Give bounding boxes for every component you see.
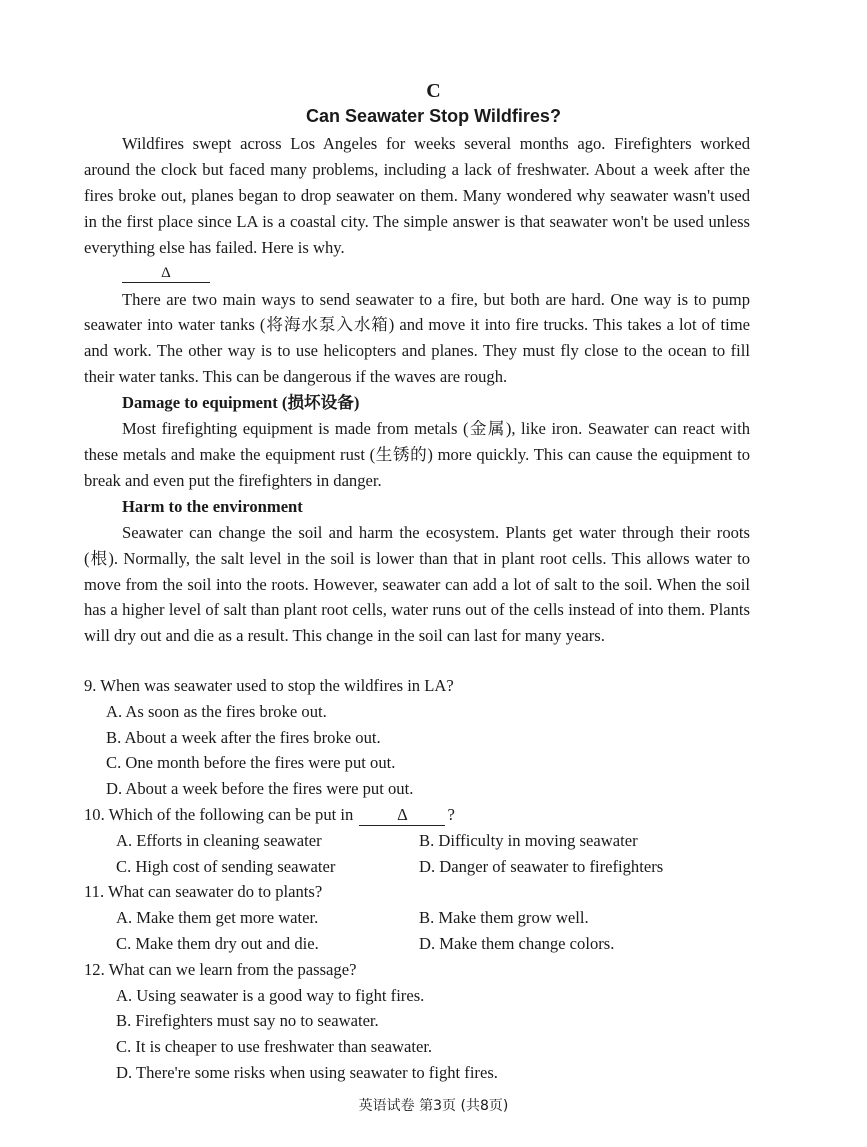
heading-blank-line [84, 261, 750, 287]
heading-equipment: Damage to equipment (损坏设备) [122, 393, 360, 413]
question-10-stem [84, 802, 764, 828]
questions-block [84, 673, 764, 1086]
passage-title: Can Seawater Stop Wildfires? [306, 106, 561, 126]
question-11-option-c: C. Make them dry out and die. [116, 933, 319, 953]
section-letter: C [426, 80, 441, 102]
question-12-option-c: C. It is cheaper to use freshwater than seawater. [116, 1037, 433, 1057]
question-9-option-d: D. About a week before the fires were put out. [106, 779, 414, 799]
paragraph-moving: There are two main ways to send seawater to a fire, but both are hard. One way is to pump seawater into water tanks (将海水泵入水箱) and move it into fire trucks. This takes a lot of time and work. The other way is to use helicopters and planes. They must fly close to the ocean to fill their water tanks. This can be dangerous if the waves are rough. [84, 289, 750, 387]
question-11-option-a: A. Make them get more water. [116, 908, 319, 928]
question-10-option-a: A. Efforts in cleaning seawater [116, 830, 322, 850]
question-11-option-d: D. Make them change colors. [419, 933, 615, 953]
question-10-stem-text: 10. Which of the following can be put in [84, 804, 354, 824]
question-9-option-a: A. As soon as the fires broke out. [106, 701, 327, 721]
question-11-stem: 11. What can seawater do to plants? [84, 882, 323, 902]
question-9-stem: 9. When was seawater used to stop the wildfires in LA? [84, 676, 454, 695]
question-10-blank: Δ [359, 805, 445, 826]
intro-paragraph: Wildfires swept across Los Angeles for weeks several months ago. Firefighters worked around the clock but faced many problems, including a lack of freshwater. About a week after the fires broke out, planes began to drop seawater on them. Many wondered why seawater wasn't used in the first place since LA is a coastal city. The simple answer is that seawater won't be used unless everything else has failed. Here is why. [84, 134, 750, 257]
question-11-options-row-1 [84, 905, 764, 931]
question-12-stem: 12. What can we learn from the passage? [84, 959, 357, 979]
question-12-option-b: B. Firefighters must say no to seawater. [116, 1011, 379, 1031]
page-footer: 英语试卷 第3页 (共8页) [358, 1098, 509, 1114]
question-9-option-c: C. One month before the fires were put out. [106, 753, 396, 773]
question-11-option-b: B. Make them grow well. [419, 908, 589, 928]
question-10-options-row-1 [84, 828, 764, 854]
heading-environment: Harm to the environment [122, 496, 303, 516]
question-10-option-d: D. Danger of seawater to firefighters [419, 856, 664, 876]
question-11-options-row-2 [84, 931, 764, 957]
question-10-option-b: B. Difficulty in moving seawater [419, 830, 638, 850]
question-10-stem-end: ? [447, 804, 455, 824]
question-10-options-row-2 [84, 854, 764, 880]
paragraph-equipment: Most firefighting equipment is made from metals (金属), like iron. Seawater can react with these metals and make the equipment rust (生锈的) more quickly. This can cause the equipment to break and even put the firefighters in danger. [84, 419, 750, 490]
passage-body [84, 131, 750, 649]
question-9-option-b: B. About a week after the fires broke out. [106, 727, 381, 747]
question-12-option-d: D. There're some risks when using seawater to fight fires. [116, 1062, 498, 1082]
question-10-option-c: C. High cost of sending seawater [116, 856, 336, 876]
heading-blank: Δ [122, 264, 210, 283]
question-12-option-a: A. Using seawater is a good way to fight fires. [116, 985, 425, 1005]
paragraph-environment: Seawater can change the soil and harm the ecosystem. Plants get water through their roots (根). Normally, the salt level in the soil is lower than that in plant root cells. This allows water to move from the soil into the roots. However, seawater can add a lot of salt to the soil. When the soil has a higher level of salt than plant root cells, water runs out of the cells instead of into them. Plants will dry out and die as a result. This change in the soil can last for many years. [84, 522, 750, 646]
